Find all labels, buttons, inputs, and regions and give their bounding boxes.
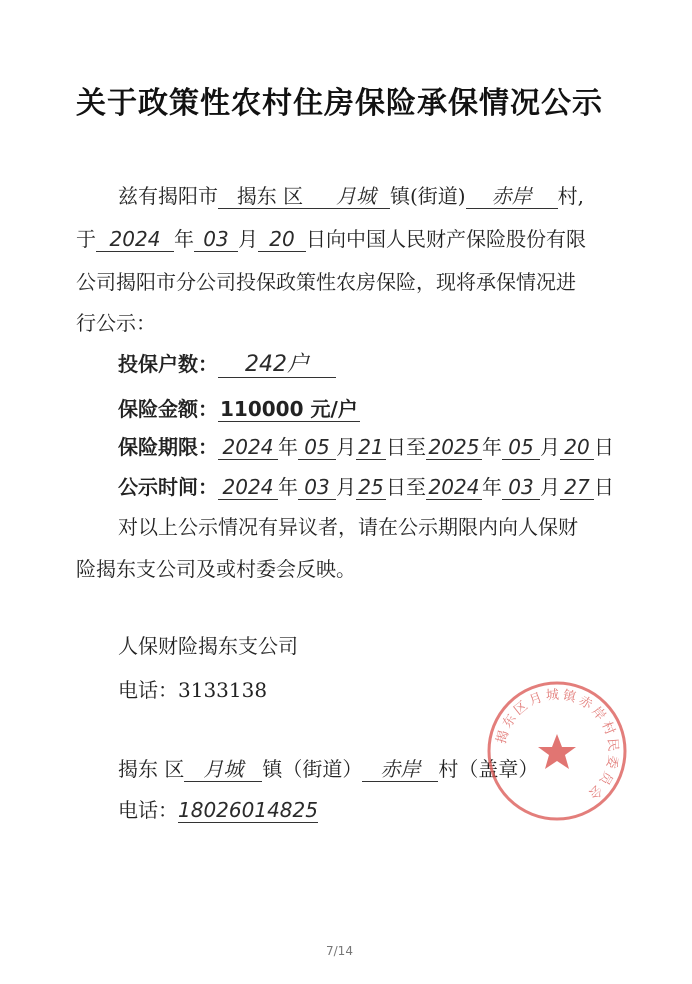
footer-village-suffix: 村（盖章） — [438, 757, 539, 781]
notice-yue-1: 月 — [336, 475, 356, 499]
period-row — [118, 433, 614, 461]
application-month: 03 — [194, 227, 238, 252]
company-phone-row — [118, 676, 267, 704]
company-phone: 3133138 — [178, 678, 268, 702]
amount-row — [118, 395, 360, 423]
village-handwritten: 赤岸 — [466, 184, 558, 209]
objection-line-2: 险揭东支公司及或村委会反映。 — [76, 557, 356, 581]
period-end-month: 05 — [502, 435, 540, 460]
notice-ri-zhi: 日至 — [386, 475, 426, 499]
footer-phone-row — [118, 796, 318, 824]
period-start-month: 05 — [298, 435, 336, 460]
households-label: 投保户数： — [118, 352, 218, 376]
intro-text-village-suffix: 村, — [557, 184, 584, 208]
notice-label: 公示时间： — [118, 475, 218, 499]
footer-town-handwritten: 月城 — [184, 757, 262, 782]
notice-start-year: 2024 — [218, 475, 278, 500]
period-end-year: 2025 — [426, 435, 482, 460]
period-label: 保险期限： — [118, 435, 218, 459]
footer-phone-label: 电话： — [118, 798, 178, 822]
amount-value: 110000 元/户 — [220, 397, 358, 421]
period-yue-2: 月 — [540, 435, 560, 459]
footer-location-row — [118, 755, 538, 783]
intro-text-yu: 于 — [76, 227, 96, 251]
notice-start-month: 03 — [298, 475, 336, 500]
footer-village-handwritten: 赤岸 — [362, 757, 438, 782]
notice-ri: 日 — [594, 475, 614, 499]
period-nian-2: 年 — [482, 435, 502, 459]
period-ri: 日 — [594, 435, 614, 459]
notice-end-day: 27 — [560, 475, 594, 500]
notice-yue-2: 月 — [540, 475, 560, 499]
company-name: 人保财险揭东支公司 — [118, 634, 298, 658]
intro-line-3: 公司揭阳市分公司投保政策性农房保险，现将承保情况进 — [76, 270, 576, 294]
intro-line-2 — [76, 225, 586, 253]
intro-text-prefix: 兹有揭阳市 — [118, 184, 218, 208]
intro-text-insurer: 日向中国人民财产保险股份有限 — [306, 227, 586, 251]
period-yue-1: 月 — [336, 435, 356, 459]
intro-text-town-suffix: 镇(街道) — [390, 184, 466, 208]
notice-start-day: 25 — [356, 475, 386, 500]
notice-nian-2: 年 — [482, 475, 502, 499]
notice-nian-1: 年 — [278, 475, 298, 499]
objection-line-1: 对以上公示情况有异议者，请在公示期限内向人保财 — [118, 515, 578, 539]
intro-line-4: 行公示： — [76, 311, 156, 335]
seal-stamp-icon — [482, 676, 632, 826]
footer-town-suffix: 镇（街道） — [262, 757, 363, 781]
seal-text: 揭东区月城镇赤岸村民委员会 — [494, 687, 621, 804]
official-seal — [482, 676, 632, 830]
period-nian-1: 年 — [278, 435, 298, 459]
application-year: 2024 — [96, 227, 174, 252]
company-phone-label: 电话： — [118, 678, 178, 702]
period-start-day: 21 — [356, 435, 386, 460]
notice-row — [118, 473, 614, 501]
page-title: 关于政策性农村住房保险承保情况公示 — [76, 86, 603, 121]
footer-phone-handwritten: 18026014825 — [178, 798, 318, 822]
intro-text-yue: 月 — [238, 227, 258, 251]
page-number: 7/14 — [326, 944, 353, 958]
households-row — [118, 350, 336, 378]
district-field: 揭东 区 — [218, 184, 322, 209]
period-end-day: 20 — [560, 435, 594, 460]
period-ri-zhi: 日至 — [386, 435, 426, 459]
notice-end-month: 03 — [502, 475, 540, 500]
town-handwritten: 月城 — [322, 184, 390, 209]
footer-district: 揭东 区 — [118, 757, 185, 781]
period-start-year: 2024 — [218, 435, 278, 460]
notice-end-year: 2024 — [426, 475, 482, 500]
intro-line-1 — [118, 182, 584, 210]
amount-label: 保险金额： — [118, 397, 218, 421]
application-day: 20 — [258, 227, 306, 252]
households-value: 242户 — [218, 353, 336, 378]
intro-text-nian: 年 — [174, 227, 194, 251]
